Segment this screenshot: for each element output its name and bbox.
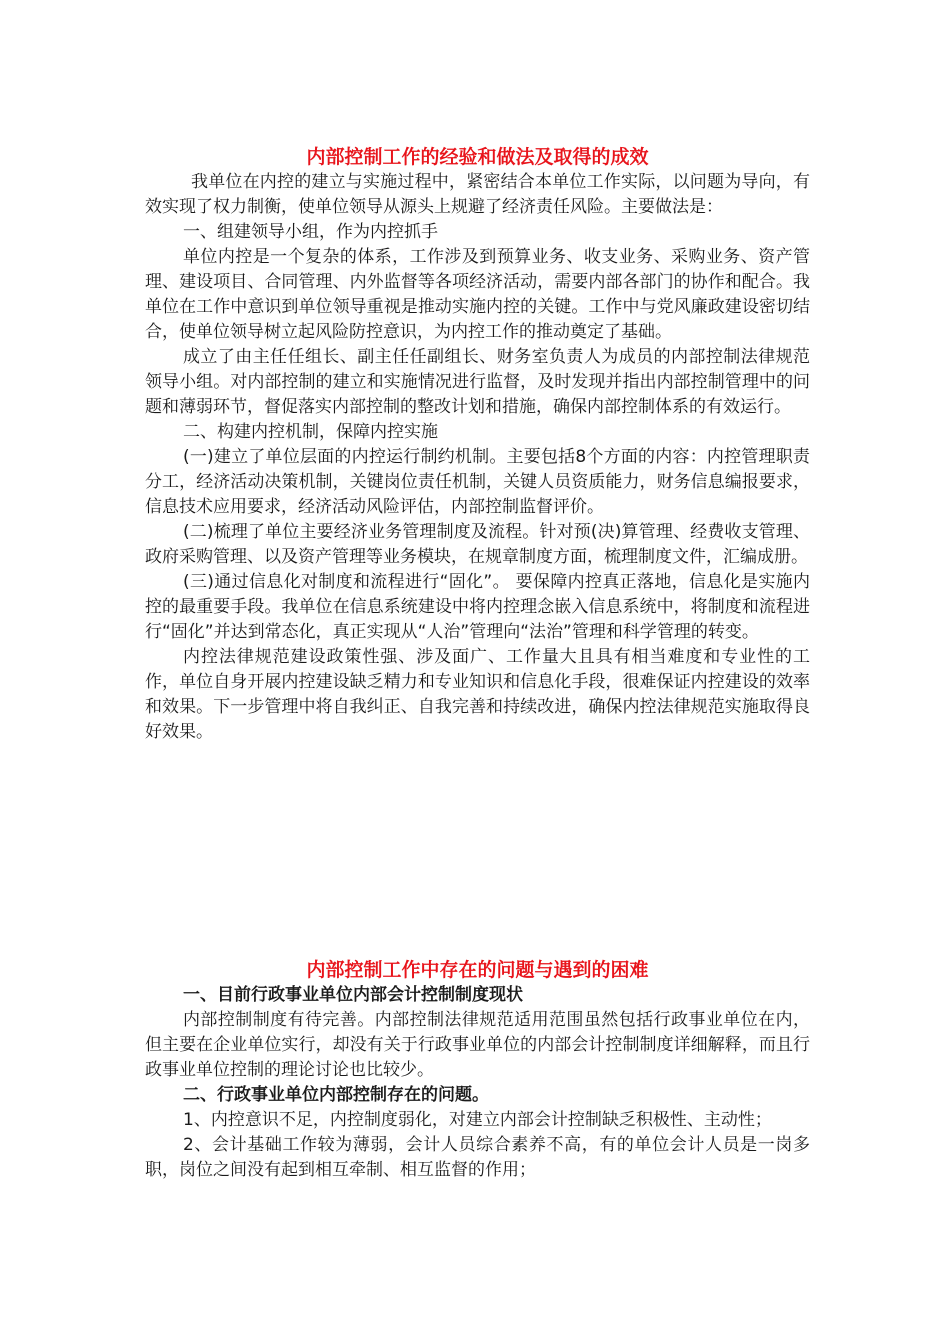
- intro-paragraph: 我单位在内控的建立与实施过程中，紧密结合本单位工作实际，以问题为导向，有效实现了权力制衡，使单位领导从源头上规避了经济责任风险。主要做法是：: [145, 172, 810, 217]
- heading-leadership-group: 一、组建领导小组，作为内控抓手: [183, 222, 438, 242]
- list-item: 2、会计基础工作较为薄弱，会计人员综合素养不高，有的单位会计人员是一岗多职，岗位之间没有起到相互牵制、相互监督的作用；: [145, 1135, 810, 1180]
- paragraph: (三)通过信息化对制度和流程进行“固化”。 要保障内控真正落地，信息化是实施内控的最重要手段。我单位在信息系统建设中将内控理念嵌入信息系统中，将制度和流程进行“固化”并达到常态化，真正实现从“人治”管理向“法治”管理和科学管理的转变。: [145, 572, 810, 642]
- heading-current-status: 一、目前行政事业单位内部会计控制制度现状: [183, 985, 523, 1005]
- paragraph: 成立了由主任任组长、副主任任副组长、财务室负责人为成员的内部控制法律规范领导小组。对内部控制的建立和实施情况进行监督，及时发现并指出内部控制管理中的问题和薄弱环节，督促落实内部控制的整改计划和措施，确保内部控制体系的有效运行。: [145, 347, 810, 417]
- section-one: [145, 144, 810, 745]
- paragraph: (一)建立了单位层面的内控运行制约机制。主要包括8个方面的内容：内控管理职责分工，经济活动决策机制，关键岗位责任机制，关键人员资质能力，财务信息编报要求，信息技术应用要求，经济活动风险评估，内部控制监督评价。: [145, 447, 810, 517]
- heading-control-mechanism: 二、构建内控机制，保障内控实施: [183, 422, 438, 442]
- paragraph: (二)梳理了单位主要经济业务管理制度及流程。针对预(决)算管理、经费收支管理、政府采购管理、以及资产管理等业务模块，在规章制度方面，梳理制度文件，汇编成册。: [145, 522, 810, 567]
- paragraph: 内部控制制度有待完善。内部控制法律规范适用范围虽然包括行政事业单位在内，但主要在企业单位实行，却没有关于行政事业单位的内部会计控制制度详细解释，而且行政事业单位控制的理论讨论也比较少。: [145, 1010, 810, 1080]
- list-item: 1、内控意识不足，内控制度弱化，对建立内部会计控制缺乏积极性、主动性；: [183, 1110, 772, 1130]
- section-two: [145, 957, 810, 1183]
- paragraph: 单位内控是一个复杂的体系，工作涉及到预算业务、收支业务、采购业务、资产管理、建设项目、合同管理、内外监督等各项经济活动，需要内部各部门的协作和配合。我单位在工作中意识到单位领导重视是推动实施内控的关键。工作中与党风廉政建设密切结合，使单位领导树立起风险防控意识，为内控工作的推动奠定了基础。: [145, 247, 810, 342]
- heading-existing-problems: 二、行政事业单位内部控制存在的问题。: [183, 1085, 489, 1105]
- section-two-title: 内部控制工作中存在的问题与遇到的困难: [306, 959, 649, 981]
- section-one-title: 内部控制工作的经验和做法及取得的成效: [306, 146, 649, 168]
- paragraph: 内控法律规范建设政策性强、涉及面广、工作量大且具有相当难度和专业性的工作，单位自身开展内控建设缺乏精力和专业知识和信息化手段，很难保证内控建设的效率和效果。下一步管理中将自我纠正、自我完善和持续改进，确保内控法律规范实施取得良好效果。: [145, 647, 810, 742]
